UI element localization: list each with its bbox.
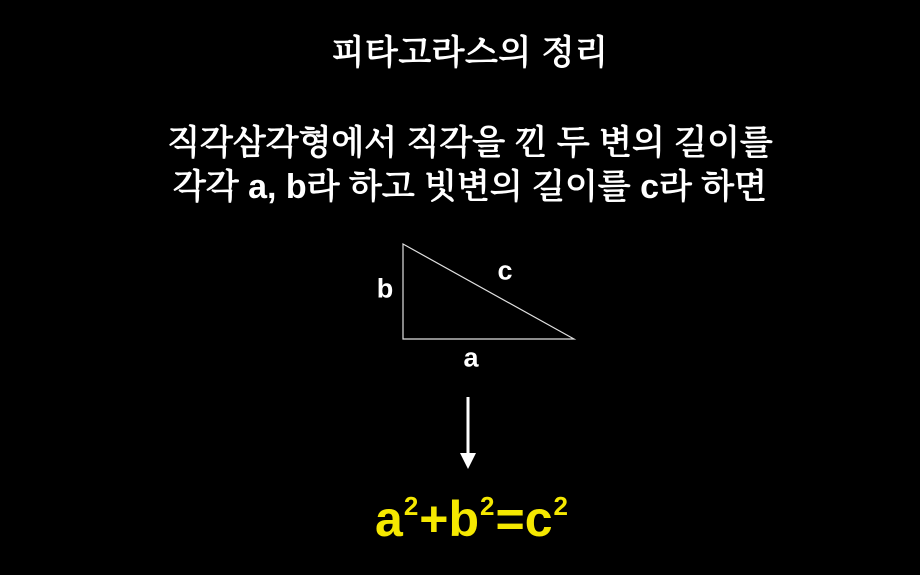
formula-term [375, 491, 419, 547]
triangle-side-label-c: c [497, 255, 513, 286]
body-line-2: 각각 a, b라 하고 빗변의 길이를 c라 하면 [173, 168, 767, 206]
formula-term [496, 491, 569, 547]
formula [24, 492, 920, 554]
formula-superscript: 2 [480, 491, 495, 521]
formula-superscript: 2 [553, 491, 568, 521]
triangle-side-label-b: b [376, 273, 394, 304]
formula-base: +b [419, 491, 480, 547]
right-triangle-icon [396, 237, 582, 347]
body-line-1: 직각삼각형에서 직각을 낀 두 변의 길이를 [167, 124, 773, 162]
down-arrow-icon [457, 395, 479, 473]
body-text [20, 121, 920, 209]
formula-superscript: 2 [403, 491, 419, 521]
formula-base: a [375, 491, 403, 547]
formula-term [419, 491, 495, 547]
triangle-side-label-a: a [463, 342, 479, 373]
formula-base: =c [495, 491, 553, 547]
triangle-figure [396, 237, 582, 347]
page-title: 피타고라스의 정리 [331, 34, 609, 72]
